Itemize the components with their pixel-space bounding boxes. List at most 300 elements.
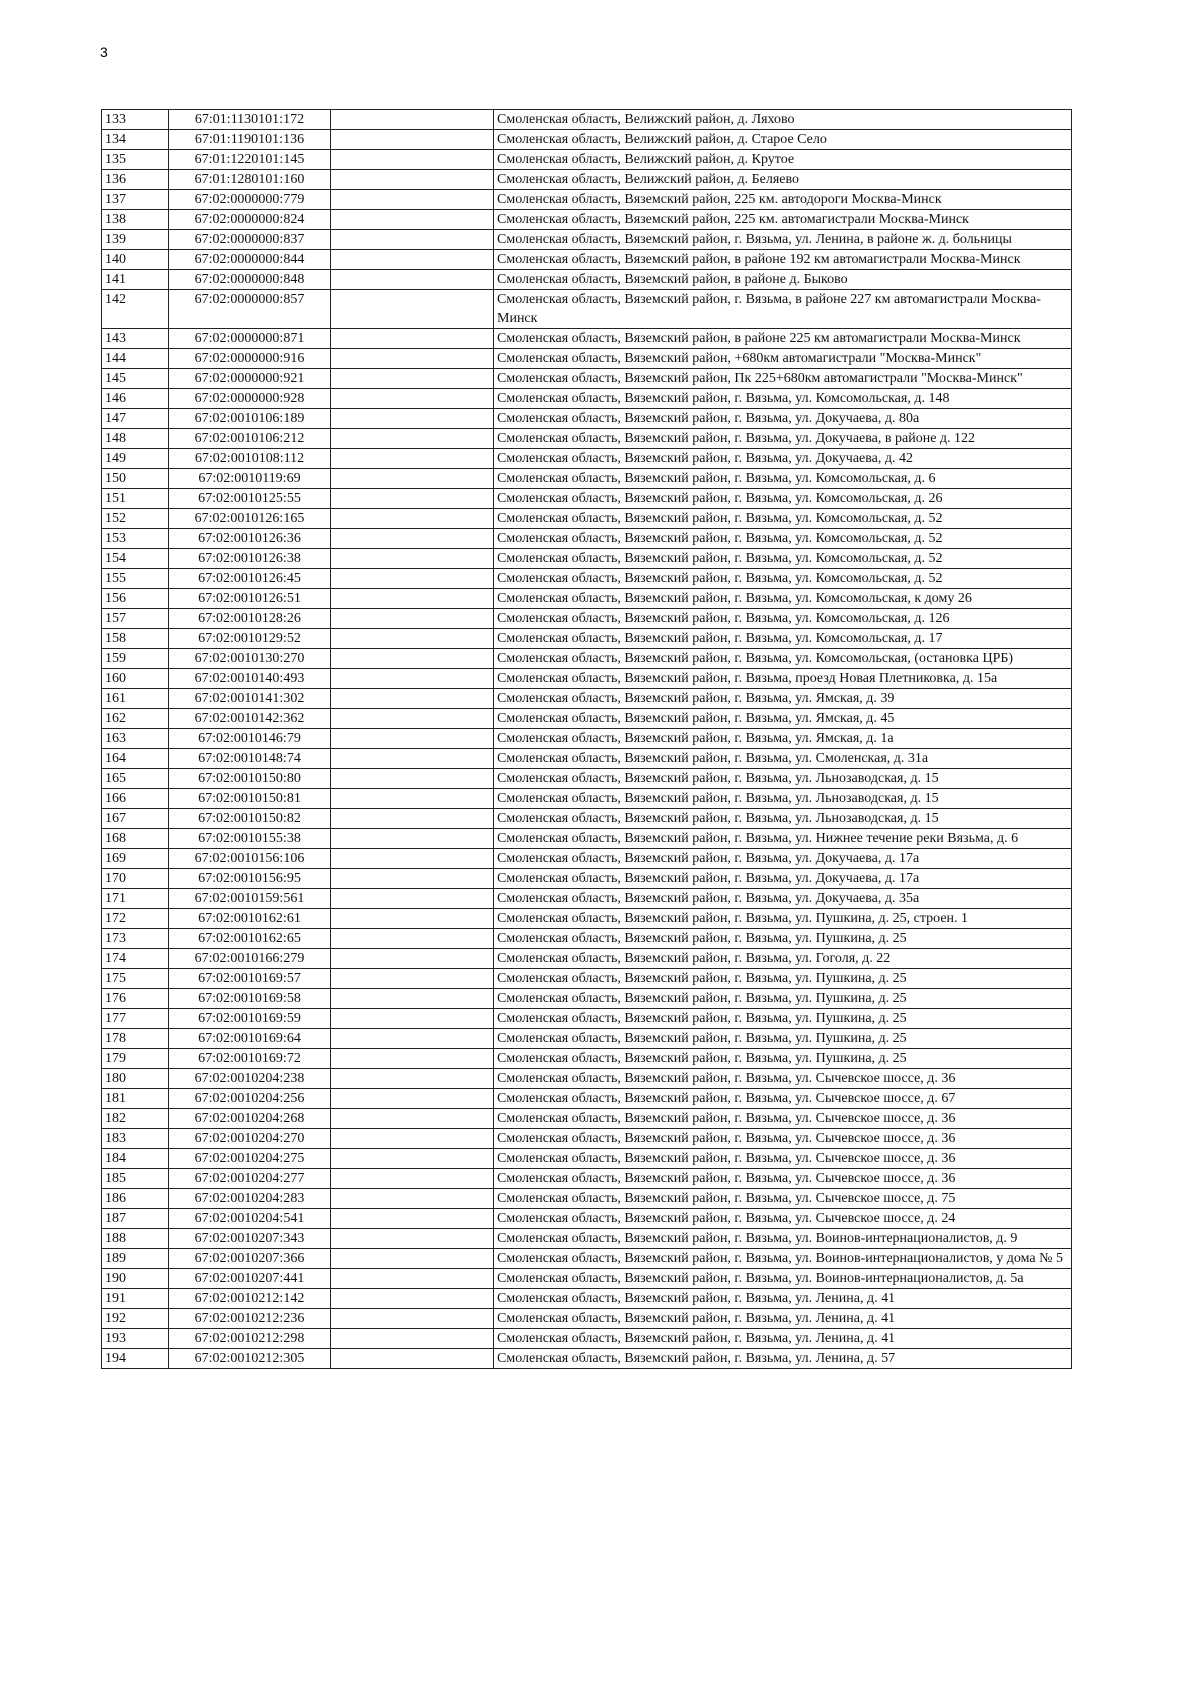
cadastral-number: 67:02:0010169:64	[169, 1029, 331, 1049]
row-number: 174	[102, 949, 169, 969]
table-row	[102, 929, 1072, 949]
cadastral-number: 67:02:0010156:106	[169, 849, 331, 869]
address: Смоленская область, Вяземский район, в районе д. Быково	[494, 270, 1072, 290]
row-number: 176	[102, 989, 169, 1009]
address: Смоленская область, Вяземский район, г. Вязьма, ул. Комсомольская, д. 148	[494, 389, 1072, 409]
row-number: 193	[102, 1329, 169, 1349]
row-number: 186	[102, 1189, 169, 1209]
address: Смоленская область, Вяземский район, г. Вязьма, ул. Льнозаводская, д. 15	[494, 769, 1072, 789]
table-row	[102, 429, 1072, 449]
address: Смоленская область, Вяземский район, г. Вязьма, ул. Докучаева, в районе д. 122	[494, 429, 1072, 449]
cadastral-number: 67:02:0010162:61	[169, 909, 331, 929]
cadastral-number: 67:02:0000000:871	[169, 329, 331, 349]
table-row	[102, 689, 1072, 709]
table-row	[102, 1049, 1072, 1069]
address: Смоленская область, Вяземский район, г. Вязьма, ул. Комсомольская, д. 26	[494, 489, 1072, 509]
cadastral-number: 67:02:0010212:305	[169, 1349, 331, 1369]
blank-cell	[331, 829, 494, 849]
table-row	[102, 1129, 1072, 1149]
table-row	[102, 709, 1072, 729]
cadastral-number: 67:02:0010169:59	[169, 1009, 331, 1029]
row-number: 175	[102, 969, 169, 989]
cadastral-number: 67:02:0010169:72	[169, 1049, 331, 1069]
row-number: 188	[102, 1229, 169, 1249]
blank-cell	[331, 589, 494, 609]
address: Смоленская область, Вяземский район, г. Вязьма, ул. Докучаева, д. 80а	[494, 409, 1072, 429]
cadastral-number: 67:02:0010212:298	[169, 1329, 331, 1349]
blank-cell	[331, 1289, 494, 1309]
row-number: 169	[102, 849, 169, 869]
blank-cell	[331, 1049, 494, 1069]
blank-cell	[331, 509, 494, 529]
address: Смоленская область, Вяземский район, г. Вязьма, ул. Комсомольская, д. 52	[494, 549, 1072, 569]
row-number: 164	[102, 749, 169, 769]
table-row	[102, 449, 1072, 469]
blank-cell	[331, 569, 494, 589]
address: Смоленская область, Вяземский район, г. Вязьма, ул. Докучаева, д. 42	[494, 449, 1072, 469]
blank-cell	[331, 1309, 494, 1329]
table-row	[102, 629, 1072, 649]
cadastral-number: 67:02:0010159:561	[169, 889, 331, 909]
blank-cell	[331, 230, 494, 250]
blank-cell	[331, 389, 494, 409]
blank-cell	[331, 729, 494, 749]
cadastral-number: 67:02:0010128:26	[169, 609, 331, 629]
cadastral-number: 67:02:0000000:848	[169, 270, 331, 290]
address: Смоленская область, Вяземский район, г. Вязьма, ул. Пушкина, д. 25	[494, 969, 1072, 989]
cadastral-number: 67:01:1130101:172	[169, 110, 331, 130]
address: Смоленская область, Вяземский район, г. Вязьма, ул. Докучаева, д. 17а	[494, 869, 1072, 889]
table-row	[102, 589, 1072, 609]
address: Смоленская область, Вяземский район, г. Вязьма, ул. Пушкина, д. 25	[494, 929, 1072, 949]
row-number: 170	[102, 869, 169, 889]
row-number: 171	[102, 889, 169, 909]
blank-cell	[331, 989, 494, 1009]
blank-cell	[331, 270, 494, 290]
blank-cell	[331, 1169, 494, 1189]
address: Смоленская область, Вяземский район, г. Вязьма, ул. Пушкина, д. 25	[494, 1029, 1072, 1049]
cadastral-number: 67:02:0010140:493	[169, 669, 331, 689]
row-number: 160	[102, 669, 169, 689]
table-row	[102, 1009, 1072, 1029]
blank-cell	[331, 709, 494, 729]
blank-cell	[331, 170, 494, 190]
table-row	[102, 1029, 1072, 1049]
address: Смоленская область, Вяземский район, г. Вязьма, ул. Комсомольская, к дому 26	[494, 589, 1072, 609]
blank-cell	[331, 1329, 494, 1349]
blank-cell	[331, 1249, 494, 1269]
cadastral-number: 67:02:0010204:268	[169, 1109, 331, 1129]
address: Смоленская область, Вяземский район, г. Вязьма, ул. Ямская, д. 39	[494, 689, 1072, 709]
row-number: 143	[102, 329, 169, 349]
blank-cell	[331, 250, 494, 270]
row-number: 148	[102, 429, 169, 449]
table-row	[102, 969, 1072, 989]
address: Смоленская область, Вяземский район, г. Вязьма, ул. Комсомольская, д. 52	[494, 569, 1072, 589]
address: Смоленская область, Вяземский район, в районе 225 км автомагистрали Москва-Минск	[494, 329, 1072, 349]
address: Смоленская область, Вяземский район, г. Вязьма, ул. Льнозаводская, д. 15	[494, 809, 1072, 829]
blank-cell	[331, 409, 494, 429]
address: Смоленская область, Вяземский район, г. Вязьма, ул. Пушкина, д. 25	[494, 989, 1072, 1009]
blank-cell	[331, 529, 494, 549]
address: Смоленская область, Вяземский район, г. Вязьма, ул. Смоленская, д. 31а	[494, 749, 1072, 769]
blank-cell	[331, 1349, 494, 1369]
blank-cell	[331, 130, 494, 150]
table-row	[102, 789, 1072, 809]
address: Смоленская область, Вяземский район, г. Вязьма, ул. Комсомольская, д. 52	[494, 529, 1072, 549]
cadastral-number: 67:02:0010212:236	[169, 1309, 331, 1329]
blank-cell	[331, 1209, 494, 1229]
cadastral-number: 67:02:0010106:212	[169, 429, 331, 449]
row-number: 173	[102, 929, 169, 949]
row-number: 194	[102, 1349, 169, 1369]
address: Смоленская область, Велижский район, д. Крутое	[494, 150, 1072, 170]
blank-cell	[331, 489, 494, 509]
cadastral-number: 67:02:0010108:112	[169, 449, 331, 469]
blank-cell	[331, 469, 494, 489]
row-number: 156	[102, 589, 169, 609]
address: Смоленская область, Вяземский район, г. Вязьма, ул. Пушкина, д. 25, строен. 1	[494, 909, 1072, 929]
cadastral-number: 67:02:0010106:189	[169, 409, 331, 429]
cadastral-number: 67:02:0010204:238	[169, 1069, 331, 1089]
blank-cell	[331, 349, 494, 369]
registry-table-body	[102, 110, 1072, 1369]
table-row	[102, 369, 1072, 389]
table-row	[102, 290, 1072, 329]
table-row	[102, 1089, 1072, 1109]
cadastral-number: 67:02:0010207:441	[169, 1269, 331, 1289]
table-row	[102, 469, 1072, 489]
address: Смоленская область, Вяземский район, г. Вязьма, ул. Сычевское шоссе, д. 67	[494, 1089, 1072, 1109]
row-number: 150	[102, 469, 169, 489]
table-row	[102, 1269, 1072, 1289]
table-row	[102, 849, 1072, 869]
row-number: 144	[102, 349, 169, 369]
address: Смоленская область, Вяземский район, Пк 225+680км автомагистрали "Москва-Минск"	[494, 369, 1072, 389]
table-row	[102, 549, 1072, 569]
table-row	[102, 230, 1072, 250]
address: Смоленская область, Велижский район, д. Старое Село	[494, 130, 1072, 150]
address: Смоленская область, Вяземский район, г. Вязьма, ул. Сычевское шоссе, д. 36	[494, 1149, 1072, 1169]
table-row	[102, 1289, 1072, 1309]
address: Смоленская область, Вяземский район, г. Вязьма, ул. Сычевское шоссе, д. 36	[494, 1169, 1072, 1189]
cadastral-number: 67:02:0010204:275	[169, 1149, 331, 1169]
cadastral-number: 67:02:0010126:36	[169, 529, 331, 549]
cadastral-number: 67:02:0010142:362	[169, 709, 331, 729]
table-row	[102, 829, 1072, 849]
row-number: 182	[102, 1109, 169, 1129]
row-number: 165	[102, 769, 169, 789]
address: Смоленская область, Вяземский район, в районе 192 км автомагистрали Москва-Минск	[494, 250, 1072, 270]
table-row	[102, 1069, 1072, 1089]
blank-cell	[331, 749, 494, 769]
table-row	[102, 509, 1072, 529]
blank-cell	[331, 329, 494, 349]
table-row	[102, 769, 1072, 789]
address: Смоленская область, Вяземский район, г. Вязьма, ул. Сычевское шоссе, д. 24	[494, 1209, 1072, 1229]
row-number: 166	[102, 789, 169, 809]
blank-cell	[331, 1229, 494, 1249]
blank-cell	[331, 869, 494, 889]
table-row	[102, 349, 1072, 369]
table-row	[102, 1309, 1072, 1329]
blank-cell	[331, 1149, 494, 1169]
cadastral-number: 67:02:0010204:283	[169, 1189, 331, 1209]
address: Смоленская область, Вяземский район, г. Вязьма, ул. Сычевское шоссе, д. 75	[494, 1189, 1072, 1209]
blank-cell	[331, 1009, 494, 1029]
cadastral-number: 67:02:0010146:79	[169, 729, 331, 749]
table-row	[102, 529, 1072, 549]
table-row	[102, 809, 1072, 829]
blank-cell	[331, 1069, 494, 1089]
table-row	[102, 170, 1072, 190]
row-number: 137	[102, 190, 169, 210]
row-number: 192	[102, 1309, 169, 1329]
table-row	[102, 909, 1072, 929]
cadastral-number: 67:02:0010169:58	[169, 989, 331, 1009]
table-row	[102, 1229, 1072, 1249]
row-number: 161	[102, 689, 169, 709]
row-number: 139	[102, 230, 169, 250]
table-row	[102, 1189, 1072, 1209]
cadastral-number: 67:02:0010155:38	[169, 829, 331, 849]
address: Смоленская область, Вяземский район, г. Вязьма, проезд Новая Плетниковка, д. 15а	[494, 669, 1072, 689]
blank-cell	[331, 150, 494, 170]
blank-cell	[331, 929, 494, 949]
row-number: 181	[102, 1089, 169, 1109]
table-row	[102, 409, 1072, 429]
address: Смоленская область, Вяземский район, г. Вязьма, ул. Пушкина, д. 25	[494, 1049, 1072, 1069]
address: Смоленская область, Вяземский район, г. Вязьма, ул. Пушкина, д. 25	[494, 1009, 1072, 1029]
row-number: 179	[102, 1049, 169, 1069]
registry-table	[101, 109, 1072, 1369]
cadastral-number: 67:02:0010204:541	[169, 1209, 331, 1229]
blank-cell	[331, 809, 494, 829]
address: Смоленская область, Вяземский район, г. Вязьма, ул. Ленина, д. 41	[494, 1309, 1072, 1329]
table-row	[102, 949, 1072, 969]
cadastral-number: 67:02:0010150:81	[169, 789, 331, 809]
address: Смоленская область, Вяземский район, г. Вязьма, ул. Сычевское шоссе, д. 36	[494, 1069, 1072, 1089]
table-row	[102, 250, 1072, 270]
cadastral-number: 67:02:0010212:142	[169, 1289, 331, 1309]
row-number: 151	[102, 489, 169, 509]
table-row	[102, 1329, 1072, 1349]
table-row	[102, 110, 1072, 130]
table-row	[102, 210, 1072, 230]
row-number: 191	[102, 1289, 169, 1309]
row-number: 167	[102, 809, 169, 829]
row-number: 190	[102, 1269, 169, 1289]
blank-cell	[331, 769, 494, 789]
cadastral-number: 67:02:0010207:366	[169, 1249, 331, 1269]
cadastral-number: 67:02:0010119:69	[169, 469, 331, 489]
address: Смоленская область, Вяземский район, 225 км. автомагистрали Москва-Минск	[494, 210, 1072, 230]
cadastral-number: 67:02:0010156:95	[169, 869, 331, 889]
blank-cell	[331, 210, 494, 230]
table-row	[102, 389, 1072, 409]
blank-cell	[331, 1269, 494, 1289]
blank-cell	[331, 549, 494, 569]
address: Смоленская область, Вяземский район, г. Вязьма, ул. Комсомольская, д. 6	[494, 469, 1072, 489]
address: Смоленская область, Вяземский район, г. Вязьма, ул. Ленина, д. 57	[494, 1349, 1072, 1369]
blank-cell	[331, 669, 494, 689]
row-number: 159	[102, 649, 169, 669]
row-number: 158	[102, 629, 169, 649]
address: Смоленская область, Велижский район, д. Беляево	[494, 170, 1072, 190]
cadastral-number: 67:02:0010148:74	[169, 749, 331, 769]
table-row	[102, 1349, 1072, 1369]
cadastral-number: 67:02:0000000:916	[169, 349, 331, 369]
cadastral-number: 67:02:0010129:52	[169, 629, 331, 649]
cadastral-number: 67:02:0010207:343	[169, 1229, 331, 1249]
cadastral-number: 67:02:0010126:38	[169, 549, 331, 569]
cadastral-number: 67:02:0010204:256	[169, 1089, 331, 1109]
row-number: 172	[102, 909, 169, 929]
address: Смоленская область, Вяземский район, г. Вязьма, ул. Комсомольская, (остановка ЦРБ)	[494, 649, 1072, 669]
blank-cell	[331, 629, 494, 649]
blank-cell	[331, 609, 494, 629]
cadastral-number: 67:02:0010162:65	[169, 929, 331, 949]
blank-cell	[331, 1109, 494, 1129]
table-row	[102, 729, 1072, 749]
blank-cell	[331, 1189, 494, 1209]
address: Смоленская область, Вяземский район, г. Вязьма, ул. Гоголя, д. 22	[494, 949, 1072, 969]
blank-cell	[331, 1129, 494, 1149]
address: Смоленская область, Вяземский район, 225 км. автодороги Москва-Минск	[494, 190, 1072, 210]
row-number: 163	[102, 729, 169, 749]
address: Смоленская область, Вяземский район, г. Вязьма, ул. Ямская, д. 45	[494, 709, 1072, 729]
table-row	[102, 889, 1072, 909]
cadastral-number: 67:02:0010126:45	[169, 569, 331, 589]
table-row	[102, 1149, 1072, 1169]
blank-cell	[331, 789, 494, 809]
blank-cell	[331, 649, 494, 669]
address: Смоленская область, Вяземский район, г. Вязьма, ул. Льнозаводская, д. 15	[494, 789, 1072, 809]
address: Смоленская область, Вяземский район, г. Вязьма, ул. Ленина, д. 41	[494, 1289, 1072, 1309]
cadastral-number: 67:02:0010126:51	[169, 589, 331, 609]
cadastral-number: 67:02:0000000:857	[169, 290, 331, 329]
table-row	[102, 609, 1072, 629]
table-row	[102, 150, 1072, 170]
row-number: 180	[102, 1069, 169, 1089]
cadastral-number: 67:02:0010169:57	[169, 969, 331, 989]
row-number: 187	[102, 1209, 169, 1229]
table-row	[102, 669, 1072, 689]
cadastral-number: 67:02:0000000:844	[169, 250, 331, 270]
table-row	[102, 869, 1072, 889]
blank-cell	[331, 449, 494, 469]
cadastral-number: 67:02:0010204:270	[169, 1129, 331, 1149]
cadastral-number: 67:02:0010166:279	[169, 949, 331, 969]
row-number: 145	[102, 369, 169, 389]
address: Смоленская область, Вяземский район, г. Вязьма, ул. Воинов-интернационалистов, д. 9	[494, 1229, 1072, 1249]
row-number: 140	[102, 250, 169, 270]
table-row	[102, 989, 1072, 1009]
row-number: 142	[102, 290, 169, 329]
table-row	[102, 569, 1072, 589]
row-number: 133	[102, 110, 169, 130]
row-number: 147	[102, 409, 169, 429]
row-number: 153	[102, 529, 169, 549]
blank-cell	[331, 110, 494, 130]
address: Смоленская область, Вяземский район, г. Вязьма, ул. Докучаева, д. 35а	[494, 889, 1072, 909]
blank-cell	[331, 1089, 494, 1109]
row-number: 134	[102, 130, 169, 150]
table-row	[102, 190, 1072, 210]
table-row	[102, 329, 1072, 349]
cadastral-number: 67:02:0010204:277	[169, 1169, 331, 1189]
cadastral-number: 67:02:0000000:837	[169, 230, 331, 250]
blank-cell	[331, 909, 494, 929]
cadastral-number: 67:02:0010150:82	[169, 809, 331, 829]
cadastral-number: 67:02:0010126:165	[169, 509, 331, 529]
row-number: 178	[102, 1029, 169, 1049]
blank-cell	[331, 889, 494, 909]
address: Смоленская область, Вяземский район, г. Вязьма, ул. Сычевское шоссе, д. 36	[494, 1109, 1072, 1129]
address: Смоленская область, Вяземский район, г. Вязьма, ул. Сычевское шоссе, д. 36	[494, 1129, 1072, 1149]
row-number: 183	[102, 1129, 169, 1149]
address: Смоленская область, Вяземский район, г. Вязьма, в районе 227 км автомагистрали Москва-Минск	[494, 290, 1072, 329]
table-row	[102, 1249, 1072, 1269]
cadastral-number: 67:01:1190101:136	[169, 130, 331, 150]
row-number: 177	[102, 1009, 169, 1029]
table-row	[102, 130, 1072, 150]
row-number: 141	[102, 270, 169, 290]
cadastral-number: 67:02:0000000:779	[169, 190, 331, 210]
blank-cell	[331, 949, 494, 969]
blank-cell	[331, 429, 494, 449]
row-number: 149	[102, 449, 169, 469]
cadastral-number: 67:02:0010150:80	[169, 769, 331, 789]
cadastral-number: 67:02:0010125:55	[169, 489, 331, 509]
cadastral-number: 67:02:0000000:928	[169, 389, 331, 409]
address: Смоленская область, Вяземский район, г. Вязьма, ул. Комсомольская, д. 52	[494, 509, 1072, 529]
address: Смоленская область, Вяземский район, г. Вязьма, ул. Ленина, в районе ж. д. больницы	[494, 230, 1072, 250]
row-number: 136	[102, 170, 169, 190]
row-number: 138	[102, 210, 169, 230]
address: Смоленская область, Велижский район, д. Ляхово	[494, 110, 1072, 130]
table-row	[102, 270, 1072, 290]
cadastral-number: 67:02:0000000:921	[169, 369, 331, 389]
address: Смоленская область, Вяземский район, г. Вязьма, ул. Докучаева, д. 17а	[494, 849, 1072, 869]
address: Смоленская область, Вяземский район, +680км автомагистрали "Москва-Минск"	[494, 349, 1072, 369]
blank-cell	[331, 1029, 494, 1049]
address: Смоленская область, Вяземский район, г. Вязьма, ул. Нижнее течение реки Вязьма, д. 6	[494, 829, 1072, 849]
table-row	[102, 1169, 1072, 1189]
cadastral-number: 67:01:1280101:160	[169, 170, 331, 190]
row-number: 155	[102, 569, 169, 589]
table-row	[102, 649, 1072, 669]
table-row	[102, 1109, 1072, 1129]
blank-cell	[331, 369, 494, 389]
row-number: 154	[102, 549, 169, 569]
page-number: 3	[100, 44, 108, 60]
blank-cell	[331, 689, 494, 709]
table-row	[102, 749, 1072, 769]
address: Смоленская область, Вяземский район, г. Вязьма, ул. Комсомольская, д. 126	[494, 609, 1072, 629]
row-number: 135	[102, 150, 169, 170]
address: Смоленская область, Вяземский район, г. Вязьма, ул. Воинов-интернационалистов, д. 5а	[494, 1269, 1072, 1289]
cadastral-number: 67:02:0010130:270	[169, 649, 331, 669]
row-number: 185	[102, 1169, 169, 1189]
cadastral-number: 67:02:0010141:302	[169, 689, 331, 709]
row-number: 146	[102, 389, 169, 409]
cadastral-number: 67:02:0000000:824	[169, 210, 331, 230]
row-number: 157	[102, 609, 169, 629]
blank-cell	[331, 290, 494, 329]
row-number: 152	[102, 509, 169, 529]
row-number: 168	[102, 829, 169, 849]
